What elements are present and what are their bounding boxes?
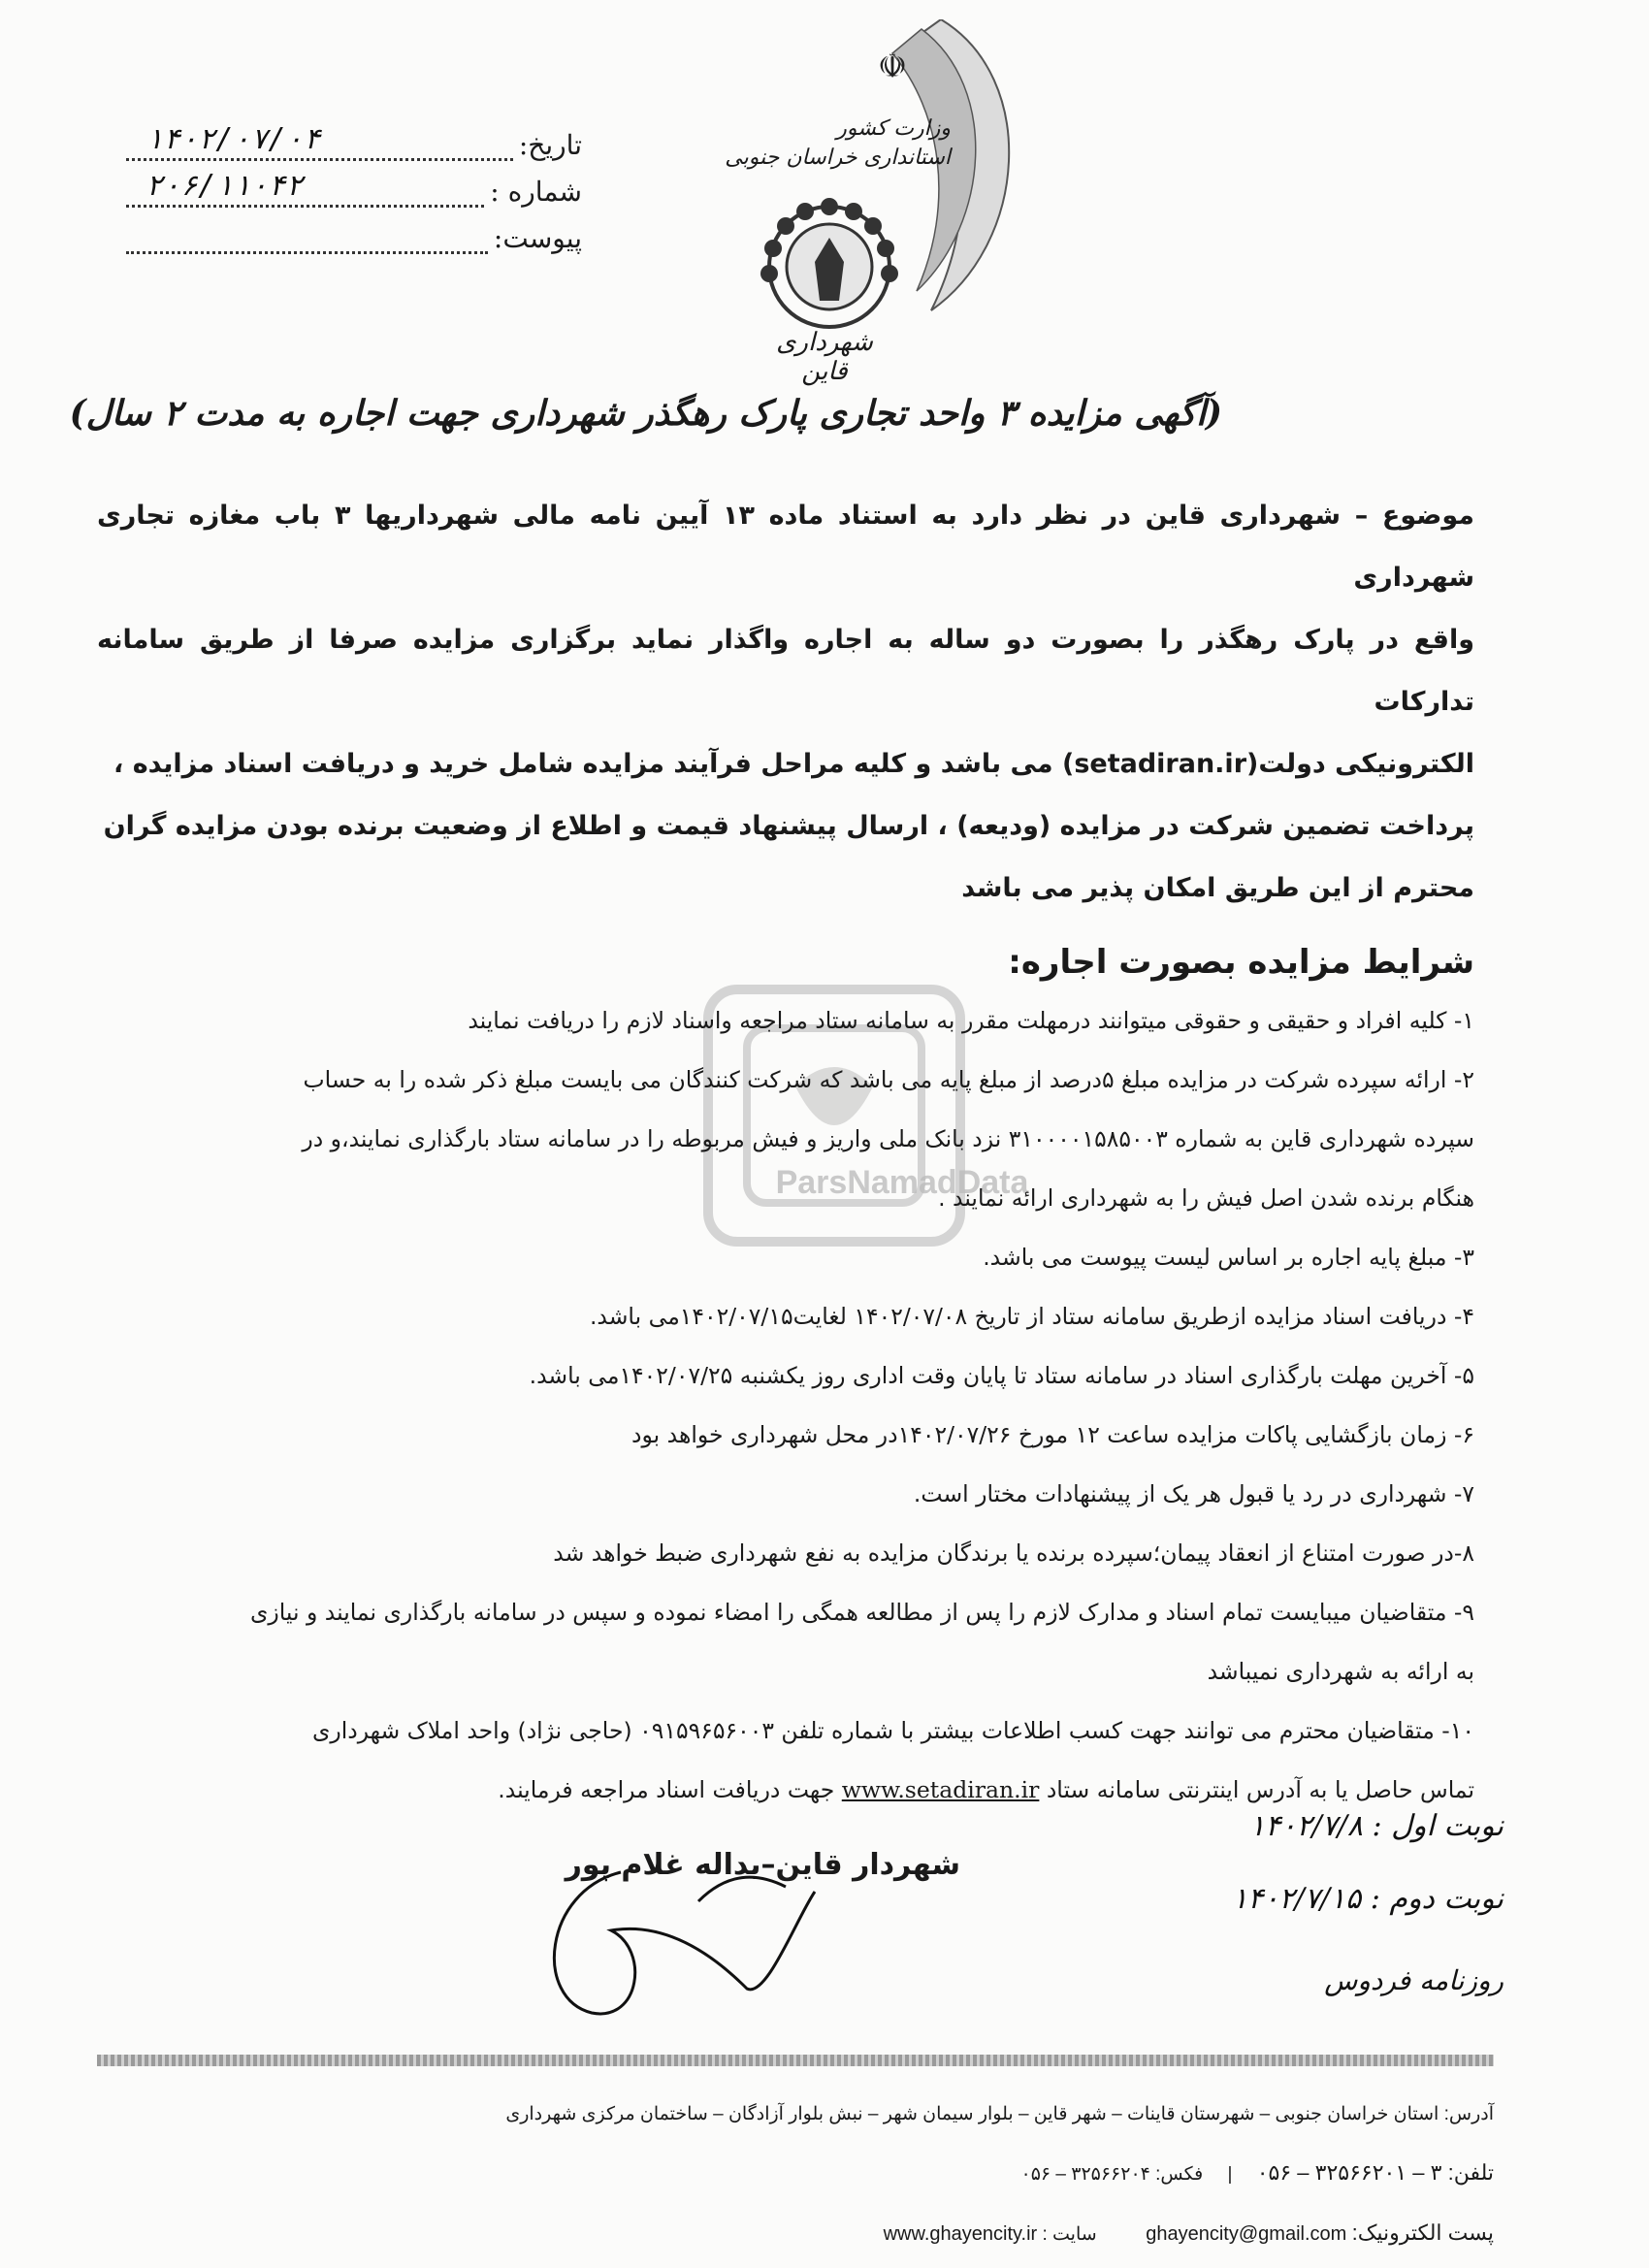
condition-line: ۲- ارائه سپرده شرکت در مزایده مبلغ ۵درصد از مبلغ پایه می باشد که شرکت کنندگان می بایست مبلغ ذکر شده را به حساب [303, 1066, 1474, 1093]
intro-line: پرداخت تضمین شرکت در مزایده (ودیعه) ، ارسال پیشنهاد قیمت و اطلاع از وضعیت برنده بودن مزایده گران [103, 811, 1474, 841]
condition-line: ۱۰- متقاضیان محترم می توانند جهت کسب اطلاعات بیشتر با شماره تلفن ۰۹۱۵۹۶۵۶۰۰۳ (حاجی نژاد) واحد املاک شهرداری [311, 1717, 1474, 1744]
footer [97, 2086, 1494, 2264]
first-round-date: نوبت اول : ۱۴۰۲/۷/۸ [1249, 1809, 1504, 1843]
intro-line: واقع در پارک رهگذر را بصورت دو ساله به اجاره واگذار نماید برگزاری مزایده صرفا از طریق سامانه تدارکات [97, 625, 1474, 717]
condition-line: هنگام برنده شدن اصل فیش را به شهرداری ارائه نمایند . [938, 1184, 1474, 1212]
condition-line: ۷- شهرداری در رد یا قبول هر یک از پیشنهادات مختار است. [913, 1480, 1474, 1507]
number-value: ۲۰۶/۱۱۰۴۲ [146, 169, 304, 203]
intro-line: الکترونیکی دولت(setadiran.ir) می باشد و کلیه مراحل فرآیند مزایده شامل خرید و دریافت اسناد مزایده ، [113, 749, 1474, 779]
notice-title: (آگهی مزایده ۳ واحد تجاری پارک رهگذر شهرداری جهت اجاره به مدت ۲ سال) [69, 393, 1222, 434]
condition-line: ۴- دریافت اسناد مزایده ازطریق سامانه ستاد از تاریخ ۱۴۰۲/۰۷/۰۸ لغایت۱۴۰۲/۰۷/۱۵می باشد. [589, 1303, 1474, 1330]
number-label: شماره : [490, 176, 582, 208]
second-round-date: نوبت دوم : ۱۴۰۲/۷/۱۵ [1232, 1882, 1504, 1916]
condition-line: ۱- کلیه افراد و حقیقی و حقوقی میتوانند درمهلت مقرر به سامانه ستاد مراجعه واسناد لازم را دریافت نمایند [468, 1007, 1474, 1034]
condition-text-after: جهت دریافت اسناد مراجعه فرمایند. [498, 1776, 842, 1803]
footer-divider [97, 2055, 1494, 2066]
email-link[interactable]: ghayencity@gmail.com [1146, 2223, 1347, 2245]
svg-text:☫: ☫ [877, 48, 908, 86]
intro-paragraph [97, 485, 1474, 920]
setadiran-link[interactable]: www.setadiran.ir [841, 1776, 1040, 1803]
footer-fax: فکس: ۳۲۵۶۶۲۰۴ – ۰۵۶ [1020, 2164, 1204, 2185]
condition-line: سپرده شهرداری قاین به شماره ۳۱۰۰۰۰۱۵۸۵۰۰۳ نزد بانک ملی واریز و فیش مربوطه را در سامانه ستاد بارگذاری نمایند،و در [302, 1125, 1474, 1152]
footer-web [97, 2204, 1494, 2264]
footer-phone: تلفن: ۳ – ۳۲۵۶۶۲۰۱ – ۰۵۶ [1256, 2160, 1494, 2185]
conditions-list [97, 991, 1474, 1820]
letter-meta [126, 114, 582, 254]
newspaper-name: روزنامه فردوس [1324, 1964, 1504, 1996]
email-label: پست الکترونیک: [1351, 2220, 1494, 2245]
ministry-heading [725, 114, 951, 173]
date-value: ۱۴۰۲/۰۷/۰۴ [146, 122, 321, 156]
notice-body [97, 485, 1474, 1820]
date-label: تاریخ: [518, 129, 582, 161]
footer-contacts: تلفن: ۳ – ۳۲۵۶۶۲۰۱ – ۰۵۶ | فکس: ۳۲۵۶۶۲۰۴ – ۰۵۶ [97, 2144, 1494, 2204]
ministry-line2: استانداری خراسان جنوبی [725, 146, 951, 170]
intro-line: محترم از این طریق امکان پذیر می باشد [961, 873, 1474, 903]
municipality-name: شهرداری قاین [776, 328, 873, 386]
site-link[interactable]: www.ghayencity.ir [883, 2223, 1038, 2245]
municipality-logo [725, 19, 1038, 378]
condition-line: ۶- زمان بازگشایی پاکات مزایده ساعت ۱۲ مورخ ۱۴۰۲/۰۷/۲۶در محل شهرداری خواهد بود [631, 1421, 1474, 1448]
ministry-line1: وزارت کشور [836, 116, 951, 141]
mayor-signature-title: شهردار قاین–یداله غلام پور [565, 1848, 960, 1882]
handwritten-signature [504, 1833, 1009, 2027]
condition-text-before: تماس حاصل یا به آدرس اینترنتی سامانه ستاد [1039, 1776, 1474, 1803]
condition-line: به ارائه به شهرداری نمیباشد [1207, 1658, 1474, 1685]
attachment-label: پیوست: [493, 222, 582, 254]
watermark-brand: ParsNamadData [775, 1164, 1029, 1201]
condition-line: ۵- آخرین مهلت بارگذاری اسناد در سامانه ستاد تا پایان وقت اداری روز یکشنبه ۱۴۰۲/۰۷/۲۵می باشد. [529, 1362, 1474, 1389]
footer-address: آدرس: استان خراسان جنوبی – شهرستان قاینات – شهر قاین – بلوار سیمان شهر – نبش بلوار آزادگان – ساختمان مرکزی شهرداری [505, 2104, 1494, 2124]
attachment-row [126, 208, 582, 254]
site-label: سایت : [1042, 2224, 1097, 2245]
condition-line: ۳- مبلغ پایه اجاره بر اساس لیست پیوست می باشد. [983, 1244, 1474, 1271]
condition-line: ۸-در صورت امتناع از انعقاد پیمان؛سپرده برنده یا برندگان مزایده به نفع شهرداری ضبط خواهد شد [553, 1539, 1474, 1567]
condition-line: ۹- متقاضیان میبایست تمام اسناد و مدارک لازم را پس از مطالعه همگی را امضاء نموده و سپس در سامانه بارگذاری نمایند و نیازی [249, 1599, 1474, 1626]
intro-line: موضوع – شهرداری قاین در نظر دارد به استناد ماده ۱۳ آیین نامه مالی شهرداریها ۳ باب مغازه تجاری شهرداری [97, 501, 1474, 593]
number-row [126, 161, 582, 208]
date-row [126, 114, 582, 161]
conditions-heading: شرایط مزایده بصورت اجاره: [1008, 943, 1474, 982]
